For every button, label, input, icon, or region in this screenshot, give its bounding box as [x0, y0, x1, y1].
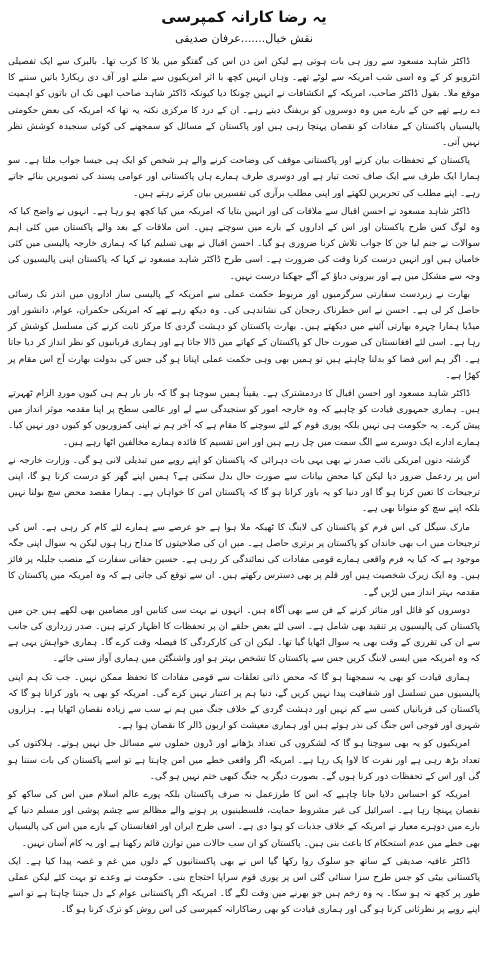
column-headline: یہ رضا کارانہ کمپرسی — [161, 8, 327, 26]
paragraph-11: امریکہ کو احساس دلایا جانا چاہیے کہ اس کا طرزعمل نہ صرف پاکستان بلکہ پورے عالم اسلام میں اس کی ساکھ کو نقصان پہنچا رہا ہے۔ اسرائیل کی غیر مشروط حمایت، فلسطینیوں پر ہونے والے مظالم سے چشم پوشی اور مسلم دنیا کے بارے میں دوہرے معیار نے امریکہ کے خلاف جذبات کو ہوا دی ہے۔ اسی طرح ایران اور افغانستان کے بارے میں اس کی پالیسیاں بھی خطے میں عدم استحکام کا باعث بنی ہیں۔ پاکستان کو ان سب حالات میں توازن قائم رکھنا ہے اور یہ کام آسان نہیں۔ — [8, 789, 480, 849]
paragraph-6: گزشتہ دنوں امریکی نائب صدر نے بھی یہی بات دہرائی کہ پاکستان کو اپنے رویے میں تبدیلی لانی ہو گی۔ وزارت خارجہ نے اس پر ردعمل ضرور دیا لیکن کیا محض بیانات سے صورت حال بدل سکتی ہے؟ ہمیں اپنے گھر کو درست کرنا ہو گا، اپنی ترجیحات کا تعین کرنا ہو گا اور دنیا کو یہ باور کرانا ہو گا کہ پاکستان امن کا خواہاں ہے۔ ہمارا مقصد محض سچ بولنا نہیں بلکہ اپنے سچ کو منوانا بھی ہے۔ — [8, 455, 480, 515]
paragraph-1: ڈاکٹر شاہد مسعود سے روز ہی بات ہوتی ہے لیکن اس دن اس کی گفتگو میں بلا کا کرب تھا۔ بالبرک سے ایک تفصیلی انٹرویو کر کے وہ اسی شب امریکہ سے لوٹے تھے۔ وہاں انہیں کچھ با اثر امریکیوں سے ملنے اور آف دی ریکارڈ باتیں سننے کا موقع ملا۔ بقول ڈاکٹر صاحب، امریکہ کے انکشافات نے انہیں چونکا دیا کیونکہ ڈاکٹر شاہد صاحب ابھی تک ان باتوں کو اہمیت دے رہے تھے جن کے بارے میں وہ دوسروں کو بریفنگ دیتے رہے۔ ان کے درد کا مرکزی نکتہ یہ تھا کہ امریکہ کی بعض حکومتی پالیسیاں پاکستان کے مفادات کو نقصان پہنچا رہی ہیں اور پاکستان کے مسائل کو سمجھنے کی کوئی سنجیدہ کوشش نظر نہیں آتی۔ — [8, 57, 480, 149]
paragraph-10: امریکیوں کو یہ بھی سوچنا ہو گا کہ لشکروں کی تعداد بڑھانے اور ڈرون حملوں سے مسائل حل نہیں ہوتے۔ ہلاکتوں کی تعداد بڑھ رہی ہے اور نفرت کا لاوا پک رہا ہے۔ امریکہ اگر واقعی خطے میں امن چاہتا ہے تو اسے پاکستان کی بات سننا ہو گی اور اس کے تحفظات دور کرنا ہوں گے۔ بصورت دیگر یہ جنگ کبھی ختم نہیں ہو گی۔ — [8, 739, 480, 782]
paragraph-8: دوسروں کو قائل اور متاثر کرنے کے فن سے بھی آگاہ ہیں۔ انہوں نے بہت سی کتابیں اور مضامین بھی لکھے ہیں جن میں پاکستان کی پالیسیوں پر تنقید بھی شامل ہے۔ اسی لئے بعض حلقے ان پر تحفظات کا اظہار کرتے ہیں۔ صدر زرداری کی جانب سے ان کی تقرری کے وقت بھی یہ سوال اٹھایا گیا تھا۔ لیکن ان کی کارکردگی کا فیصلہ وقت کرے گا۔ ہماری خواہش یہی ہے کہ وہ امریکہ میں ایسی لابنگ کریں جس سے پاکستان کا تشخص بہتر ہو اور واشنگٹن میں ہماری آواز سنی جائے۔ — [8, 605, 480, 665]
paragraph-3: ڈاکٹر شاہد مسعود نے احسن اقبال سے ملاقات کی اور انہیں بتایا کہ امریکہ میں کیا کچھ ہو رہا ہے۔ انہوں نے واضح کیا کہ وہ لوگ کس طرح پاکستان اور اس کے اداروں کے بارے میں سوچتے ہیں۔ اس ملاقات کے بعد والے پاکستان میں کئی اہم سوالات نے جنم لیا جن کا جواب تلاش کرنا ضروری ہو گیا۔ احسن اقبال نے بھی تسلیم کیا کہ ہماری خارجہ پالیسی میں کئی خامیاں ہیں اور انہیں درست کرنا وقت کی ضرورت ہے۔ اسی طرح ڈاکٹر شاہد مسعود نے کہا کہ پاکستان اپنی پالیسیوں کی وجہ سے مشکل میں ہے اور بیرونی دباؤ کے آگے جھکنا درست نہیں۔ — [8, 206, 480, 282]
column-body — [8, 54, 480, 919]
paragraph-4: بھارت نے زبردست سفارتی سرگرمیوں اور مربوط حکمت عملی سے امریکہ کے پالیسی ساز اداروں میں اندر تک رسائی حاصل کر لی ہے۔ احسن نے اس خطرناک رجحان کی نشاندہی کی۔ وہ دیکھ رہے تھے کہ امریکی حکمران، عوام، دانشور اور میڈیا ہمارا چہرہ بھارتی آئینے میں دیکھتے ہیں۔ بھارت پاکستان کو دہشت گردی کا مرکز ثابت کرنے کی مسلسل کوشش کر رہا ہے۔ اسی لئے افغانستان کی صورت حال کو پاکستان کے کھاتے میں ڈالا جاتا ہے اور ہماری قربانیوں کو نظر انداز کر دیا جاتا ہے۔ اگر ہم اس فضا کو بدلنا چاہتے ہیں تو ہمیں بھی وہی حکمت عملی اپنانا ہو گی جس کی بدولت بھارت آج اس مقام پر کھڑا ہے۔ — [8, 289, 480, 381]
paragraph-2: پاکستان کے تحفظات بیان کرنے اور پاکستانی موقف کی وضاحت کرنے والے ہر شخص کو ایک ہی جیسا جواب ملتا ہے۔ سو ہمارا ایک طرف سے ایک صاف تحت تیار ہے اور دوسری طرف ہمارے ہاں پاکستانی اور عوامی پسند کی تصویریں بنائے جاتے رہے۔ اپنے مطلب کی تحریریں لکھتے اور اپنی مطلب برآری کی تفسیریں بیان کرتے رہتے ہیں۔ — [8, 156, 480, 199]
paragraph-12: ڈاکٹر عافیہ صدیقی کے ساتھ جو سلوک روا رکھا گیا اس نے بھی پاکستانیوں کے دلوں میں غم و غصہ پیدا کیا ہے۔ ایک پاکستانی بیٹی کو جس طرح سزا سنائی گئی اس پر پوری قوم سراپا احتجاج بنی۔ حکومت نے وعدے تو بہت کئے لیکن عملی طور پر کچھ نہ ہو سکا۔ یہ وہ زخم ہیں جو بھرنے میں وقت لگے گا۔ امریکہ اگر پاکستانی عوام کے دل جیتنا چاہتا ہے تو اسے اپنے رویے پر نظرثانی کرنا ہو گی اور ہماری قیادت کو بھی رضاکارانہ کمپرسی کی اس روش کو ترک کرنا ہو گا۔ — [8, 856, 480, 916]
paragraph-7: مارک سیگل کی اس فرم کو پاکستان کی لابنگ کا ٹھیکہ ملا ہوا ہے جو عرصے سے ہمارے لئے کام کر رہی ہے۔ اس کی ترجیحات میں اب بھی خاندان کو پاکستان پر برتری حاصل ہے۔ میں ان کی صلاحیتوں کا مداح رہا ہوں لیکن یہ سوال اپنی جگہ موجود ہے کہ کیا یہ فرم واقعی ہمارے قومی مفادات کی نمائندگی کر رہی ہے۔ حسین حقانی سفارت کے منصب جلیلہ پر فائز ہیں۔ وہ ایک زیرک شخصیت ہیں اور قلم پر بھی دسترس رکھتے ہیں۔ ان سے توقع کی جاتی ہے کہ وہ امریکہ میں پاکستان کا مقدمہ بہتر انداز میں لڑیں گے۔ — [8, 522, 480, 598]
paragraph-5: ڈاکٹر شاہد مسعود اور احسن اقبال کا دردمشترک ہے۔ یقیناً ہمیں سوچنا ہو گا کہ بار بار ہم ہی کیوں موردِ الزام ٹھہرتے ہیں۔ ہماری جمہوری قیادت کو چاہیے کہ وہ خارجہ امور کو سنجیدگی سے لے اور عالمی سطح پر اپنا مقدمہ موثر انداز میں پیش کرے۔ یہ حکومت ہی نہیں بلکہ پوری قوم کے لئے سوچنے کا مقام ہے کہ آخر ہم نے اپنی کمزوریوں کو کیوں دور نہیں کیا۔ ہمارے ادارے ایک دوسرے سے الگ سمت میں چل رہے ہیں اور اس تقسیم کا فائدہ ہمارے مخالفین اٹھا رہے ہیں۔ — [8, 389, 480, 448]
column-byline: نقش خیال.......عرفان صدیقی — [175, 32, 313, 45]
paragraph-9: ہماری قیادت کو بھی یہ سمجھنا ہو گا کہ محض ذاتی تعلقات سے قومی مفادات کا تحفظ ممکن نہیں۔ جب تک ہم اپنی پالیسیوں میں تسلسل اور شفافیت پیدا نہیں کریں گے، دنیا ہم پر اعتبار نہیں کرے گی۔ امریکہ کو بھی یہ باور کرانا ہو گا کہ پاکستان کی قربانیاں کسی سے کم نہیں اور دہشت گردی کے خلاف جنگ میں ہم نے سب سے زیادہ نقصان اٹھایا ہے۔ ہزاروں شہری اور فوجی اس جنگ کی نذر ہوئے ہیں اور ہماری معیشت کو اربوں ڈالر کا نقصان ہوا ہے۔ — [8, 672, 480, 732]
